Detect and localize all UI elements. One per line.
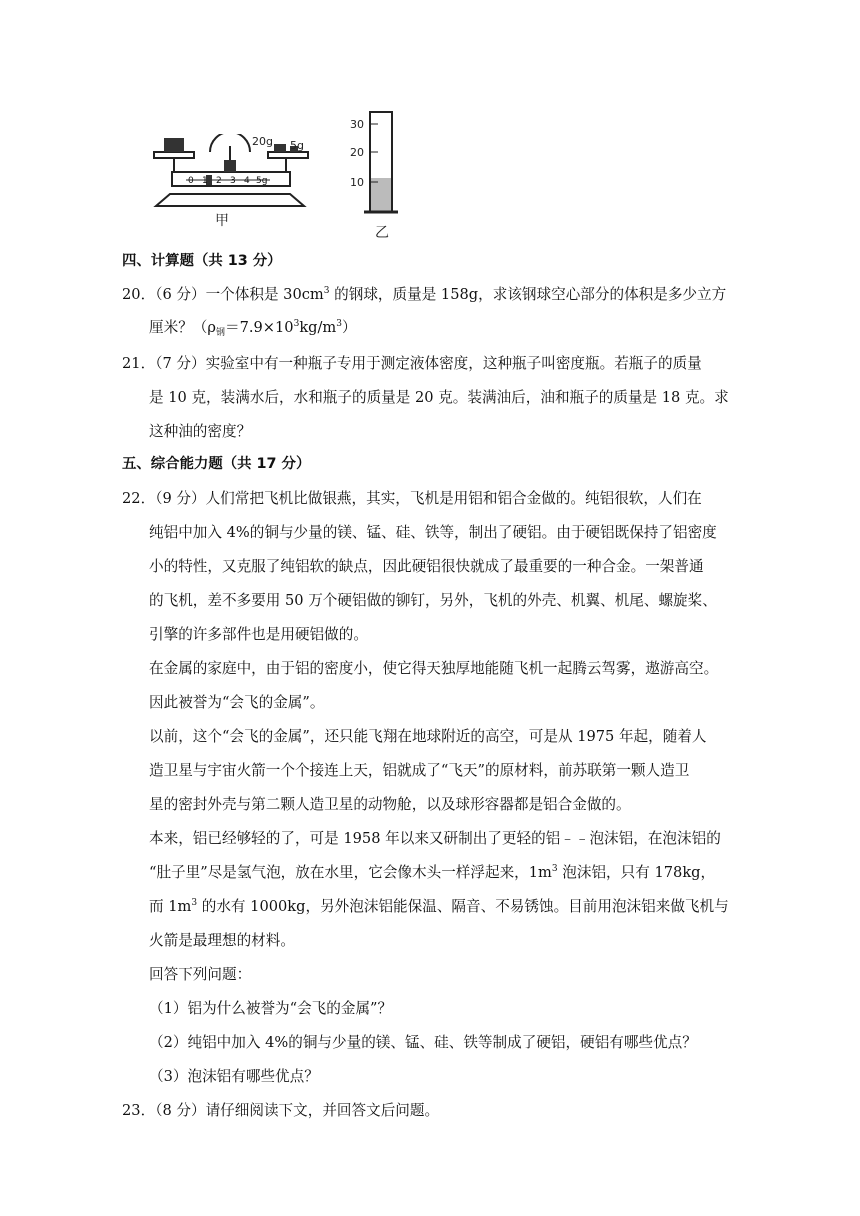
scale-tick: 5g <box>256 176 268 186</box>
scale-tick: 4 <box>244 176 250 186</box>
q22-p4-line4: 火箭是最理想的材料。 <box>149 932 295 949</box>
q20-text-f: ） <box>342 319 357 336</box>
section4-heading: 四、计算题（共 13 分） <box>122 253 282 269</box>
q22-p1-line1: 22．（9 分）人们常把飞机比做银燕，其实，飞机是用铝和铝合金做的。纯铝很软，人们在 <box>122 490 702 507</box>
weight-20g-label: 20g <box>252 135 273 148</box>
q20-text-e: kg/m <box>299 319 337 336</box>
q22-p4-text-d: 的水有 1000kg，另外泡沫铝能保温、隔音、不易锈蚀。目前用泡沫铝来做飞机与 <box>197 898 729 915</box>
q22-p4-sup2: 3 <box>191 898 198 908</box>
q22-p1-line5: 引擎的许多部件也是用硬铝做的。 <box>149 626 368 643</box>
q23-line1: 23．（8 分）请仔细阅读下文，并回答文后问题。 <box>122 1102 440 1119</box>
section5-heading: 五、综合能力题（共 17 分） <box>122 456 311 472</box>
balance-figure <box>150 134 310 214</box>
q22-p2-line2: 因此被誉为“会飞的金属”。 <box>149 694 325 711</box>
q21-line1: 21．（7 分）实验室中有一种瓶子专用于测定液体密度，这种瓶子叫密度瓶。若瓶子的质量 <box>122 355 702 372</box>
q22-question-1: （1）铝为什么被誉为“会飞的金属”？ <box>149 1000 393 1017</box>
scale-tick: 2 <box>216 176 222 186</box>
cylinder-tick-20: 20 <box>350 146 364 159</box>
balance-caption: 甲 <box>215 213 229 229</box>
q22-prompt: 回答下列问题： <box>149 966 252 983</box>
q22-p4-sup: 3 <box>551 864 558 874</box>
q20-text-c: 厘米？（ρ <box>149 319 216 336</box>
q22-p1-line4: 的飞机，差不多要用 50 万个硬铝做的铆钉，另外，飞机的外壳、机翼、机尾、螺旋桨、 <box>149 592 717 609</box>
q22-p1-line2: 纯铝中加入 4%的铜与少量的镁、锰、硅、铁等，制出了硬铝。由于硬铝既保持了铝密度 <box>149 524 717 541</box>
q22-p4-text-b: 泡沫铝，只有 178kg， <box>557 864 716 881</box>
q22-p1-line3: 小的特性，又克服了纯铝软的缺点，因此硬铝很快就成了最重要的一种合金。一架普通 <box>149 558 704 575</box>
q20-text-b: 的钢球，质量是 158g，求该钢球空心部分的体积是多少立方 <box>329 286 727 303</box>
cylinder-caption: 乙 <box>375 225 389 241</box>
q20-text-d: ＝7.9×10 <box>224 319 294 336</box>
q22-p4-text-c: 而 1m <box>149 898 192 915</box>
q22-question-2: （2）纯铝中加入 4%的铜与少量的镁、锰、硅、铁等制成了硬铝，硬铝有哪些优点？ <box>149 1034 697 1051</box>
weight-5g-label: 5g <box>290 139 304 152</box>
q21-line3: 这种油的密度？ <box>149 423 252 440</box>
cylinder-tick-30: 30 <box>350 118 364 131</box>
scale-tick: 0 <box>188 176 194 186</box>
q20-sup: 3 <box>323 286 330 296</box>
q20-line1 <box>122 283 726 304</box>
q22-p4-line1: 本来，铝已经够轻的了，可是 1958 年以来又研制出了更轻的铝﹣﹣泡沫铝，在泡沫铝的 <box>149 830 721 847</box>
q22-p4-text-a: “肚子里”尽是氢气泡，放在水里，它会像木头一样浮起来，1m <box>149 864 552 881</box>
q21-line2: 是 10 克，装满水后，水和瓶子的质量是 20 克。装满油后，油和瓶子的质量是 18 克。求 <box>149 389 729 406</box>
q20-sup2: 3 <box>293 319 300 329</box>
q22-p3-line2: 造卫星与宇宙火箭一个个接连上天，铝就成了“飞天”的原材料，前苏联第一颗人造卫 <box>149 762 690 779</box>
q22-p4-line2 <box>149 861 715 882</box>
q20-text-a: 20．（6 分）一个体积是 30cm <box>122 286 324 303</box>
scale-tick: 3 <box>230 176 236 186</box>
scale-tick: 1 <box>202 176 208 186</box>
q22-p4-line3 <box>149 895 729 916</box>
q20-line2 <box>149 316 357 337</box>
cylinder-tick-10: 10 <box>350 176 364 189</box>
q22-p3-line1: 以前，这个“会飞的金属”，还只能飞翔在地球附近的高空，可是从 1975 年起，随着人 <box>149 728 707 745</box>
q22-p2-line1: 在金属的家庭中，由于铝的密度小，使它得天独厚地能随飞机一起腾云驾雾，遨游高空。 <box>149 660 719 677</box>
q20-sub: 钢 <box>215 328 225 338</box>
q22-p3-line3: 星的密封外壳与第二颗人造卫星的动物舱，以及球形容器都是铝合金做的。 <box>149 796 631 813</box>
q20-sup3: 3 <box>336 319 343 329</box>
q22-question-3: （3）泡沫铝有哪些优点？ <box>149 1068 319 1085</box>
